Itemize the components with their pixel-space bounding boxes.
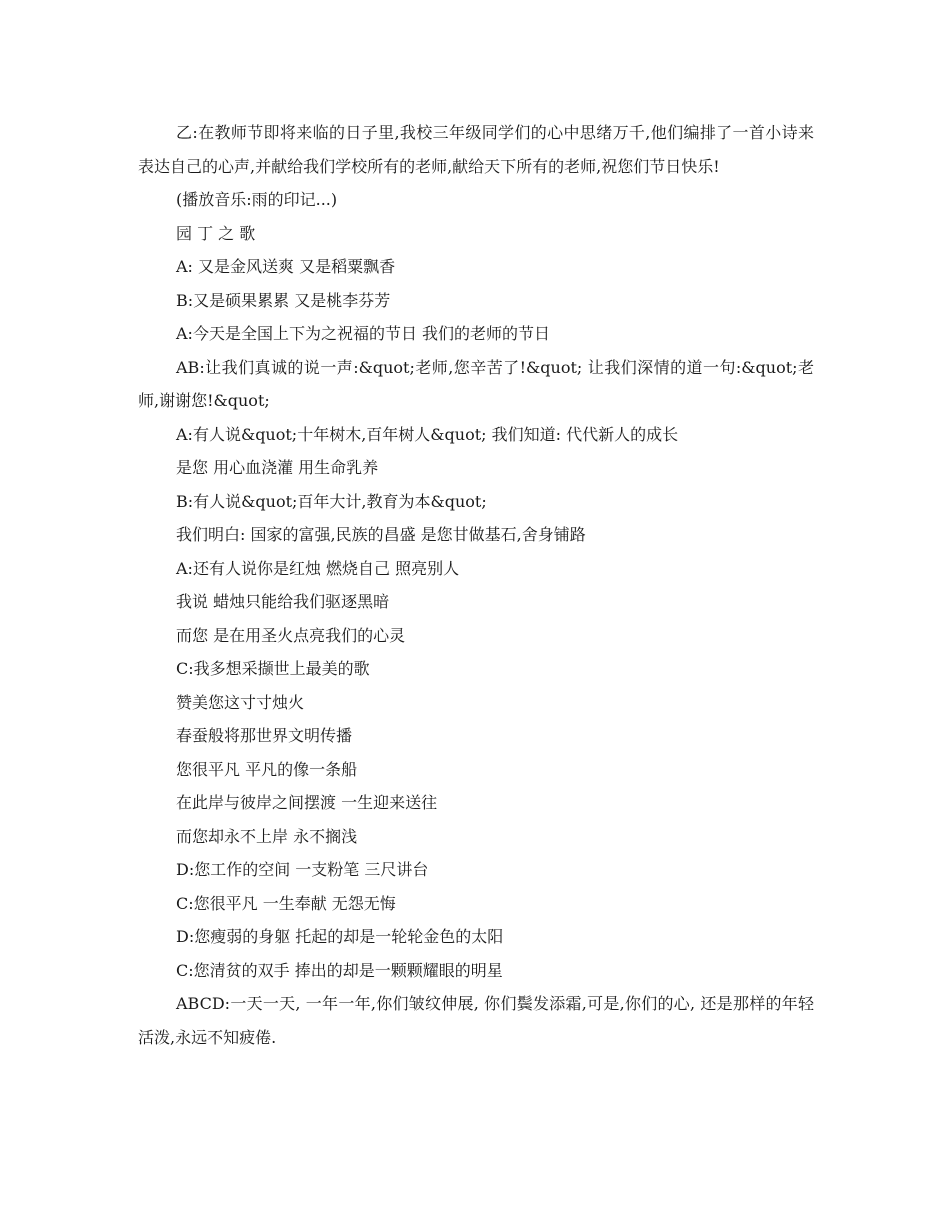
- poem-line: C:您清贫的双手 捧出的却是一颗颗耀眼的明星: [176, 960, 503, 980]
- paragraph-music-cue: (播放音乐:雨的印记...): [176, 190, 338, 209]
- document-body: [138, 116, 814, 1054]
- poem-line: C:您很平凡 一生奉献 无怨无悔: [176, 893, 396, 913]
- poem-line: 在此岸与彼岸之间摆渡 一生迎来送往: [176, 793, 438, 812]
- poem-line: 赞美您这寸寸烛火: [176, 692, 305, 712]
- poem-line: 而您却永不上岸 永不搁浅: [176, 826, 358, 846]
- poem-line: 您很平凡 平凡的像一条船: [176, 759, 358, 779]
- poem-line: D:您工作的空间 一支粉笔 三尺讲台: [176, 860, 429, 879]
- poem-line: D:您瘦弱的身躯 托起的却是一轮轮金色的太阳: [176, 927, 504, 946]
- poem-line: B:有人说&quot;百年大计,教育为本&quot;: [176, 491, 487, 511]
- poem-line: AB:让我们真诚的说一声:&quot;老师,您辛苦了!&quot; 让我们深情的道一句:&quot;老师,谢谢您!&quot;: [138, 357, 814, 410]
- poem-closing-line: ABCD:一天一天, 一年一年,你们皱纹伸展, 你们鬓发添霜,可是,你们的心, 还是那样的年轻活泼,永远不知疲倦.: [138, 994, 814, 1047]
- poem-line: B:又是硕果累累 又是桃李芬芳: [176, 290, 391, 310]
- poem-line: 春蚕般将那世界文明传播: [176, 726, 353, 745]
- paragraph-intro: 乙:在教师节即将来临的日子里,我校三年级同学们的心中思绪万千,他们编排了一首小诗来表达自己的心声,并献给我们学校所有的老师,献给天下所有的老师,祝您们节日快乐!: [138, 123, 814, 176]
- poem-line: A:还有人说你是红烛 燃烧自己 照亮别人: [176, 558, 460, 578]
- poem-title: 园 丁 之 歌: [176, 223, 256, 243]
- poem-line: 而您 是在用圣火点亮我们的心灵: [176, 625, 406, 645]
- poem-line: A:今天是全国上下为之祝福的节日 我们的老师的节日: [176, 324, 551, 343]
- poem-line: A: 又是金风送爽 又是稻粟飘香: [176, 257, 396, 276]
- poem-line: A:有人说&quot;十年树木,百年树人&quot; 我们知道: 代代新人的成长: [176, 424, 679, 444]
- poem-line: 我们明白: 国家的富强,民族的昌盛 是您甘做基石,舍身铺路: [176, 525, 586, 544]
- poem-line: 是您 用心血浇灌 用生命乳养: [176, 458, 379, 477]
- poem-line: C:我多想采撷世上最美的歌: [176, 659, 370, 678]
- poem-line: 我说 蜡烛只能给我们驱逐黑暗: [176, 592, 390, 611]
